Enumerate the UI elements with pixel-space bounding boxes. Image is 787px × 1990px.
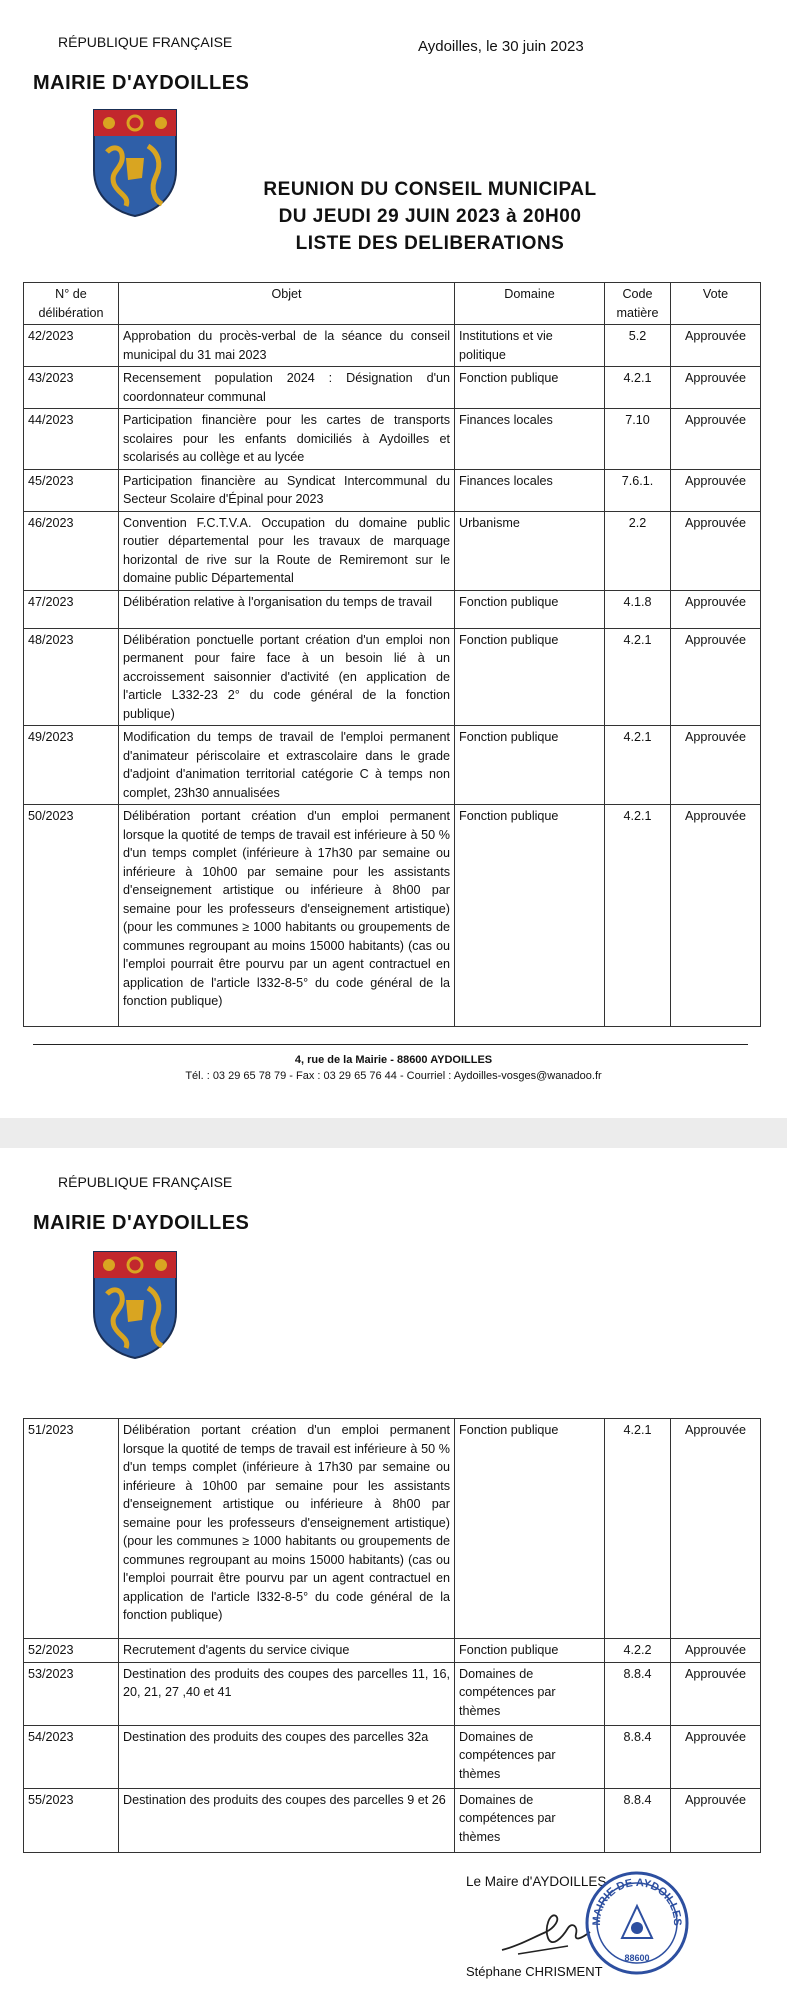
stamp-text-bottom: 88600	[624, 1953, 650, 1963]
cell-domaine: Domaines de compétences par thèmes	[455, 1662, 605, 1725]
cell-num: 47/2023	[24, 590, 119, 628]
cell-objet: Destination des produits des coupes des parcelles 32a	[119, 1725, 455, 1788]
mairie-stamp	[582, 1868, 692, 1978]
cell-vote: Approuvée	[671, 511, 761, 590]
cell-code: 4.1.8	[605, 590, 671, 628]
mairie-title: MAIRIE D'AYDOILLES	[33, 72, 250, 94]
header-code: Code matière	[605, 283, 671, 325]
cell-objet: Participation financière au Syndicat Intercommunal du Secteur Scolaire d'Épinal pour 2023	[119, 469, 455, 511]
cell-code: 4.2.1	[605, 805, 671, 1027]
cell-num: 49/2023	[24, 726, 119, 805]
cell-code: 4.2.1	[605, 367, 671, 409]
table-row	[24, 409, 761, 470]
cell-num: 42/2023	[24, 325, 119, 367]
table-row	[24, 511, 761, 590]
cell-num: 54/2023	[24, 1725, 119, 1788]
mairie-title: MAIRIE D'AYDOILLES	[33, 1212, 250, 1234]
table-row	[24, 1419, 761, 1639]
header-vote: Vote	[671, 283, 761, 325]
cell-num: 48/2023	[24, 628, 119, 726]
table-row	[24, 367, 761, 409]
cell-domaine: Fonction publique	[455, 1419, 605, 1639]
cell-vote: Approuvée	[671, 1788, 761, 1852]
cell-num: 53/2023	[24, 1662, 119, 1725]
cell-code: 8.8.4	[605, 1788, 671, 1852]
cell-objet: Recensement population 2024 : Désignation d'un coordonnateur communal	[119, 367, 455, 409]
table-row	[24, 325, 761, 367]
table-row	[24, 469, 761, 511]
cell-objet: Délibération portant création d'un emploi permanent lorsque la quotité de temps de travail est inférieure à 50 % d'un temps complet (inférieure à 17h30 par semaine ou inférieure à 10h00 par semaine pour les assistants d'enseignement artistique ou inférieure à 8h00 par semaine pour les professeurs d'enseignement artistique) (pour les communes ≥ 1000 habitants ou groupements de communes regroupant au moins 15000 habitants) (cas ou l'emploi pourrait être pourvu par un agent contractuel en application de l'article l332-8-5° du code général de la fonction publique)	[119, 1419, 455, 1639]
cell-domaine: Institutions et vie politique	[455, 325, 605, 367]
cell-num: 52/2023	[24, 1639, 119, 1663]
cell-domaine: Domaines de compétences par thèmes	[455, 1788, 605, 1852]
cell-domaine: Fonction publique	[455, 1639, 605, 1663]
republique-francaise-label: RÉPUBLIQUE FRANÇAISE	[58, 1174, 233, 1190]
cell-vote: Approuvée	[671, 469, 761, 511]
cell-domaine: Finances locales	[455, 469, 605, 511]
cell-objet: Délibération portant création d'un emploi permanent lorsque la quotité de temps de travail est inférieure à 50 % d'un temps complet (inférieure à 17h30 par semaine ou inférieure à 10h00 par semaine pour les assistants d'enseignement artistique ou inférieure à 8h00 par semaine pour les professeurs d'enseignement artistique) (pour les communes ≥ 1000 habitants ou groupements de communes regroupant au moins 15000 habitants) (cas ou l'emploi pourrait être pourvu par un agent contractuel en application de l'article l332-8-5° du code général de la fonction publique)	[119, 805, 455, 1027]
table-body	[24, 325, 761, 1027]
deliberations-table	[23, 282, 761, 1027]
table-row	[24, 805, 761, 1027]
cell-domaine: Finances locales	[455, 409, 605, 470]
cell-num: 43/2023	[24, 367, 119, 409]
cell-domaine: Fonction publique	[455, 628, 605, 726]
cell-vote: Approuvée	[671, 628, 761, 726]
cell-domaine: Fonction publique	[455, 367, 605, 409]
table-row	[24, 726, 761, 805]
footer-address: 4, rue de la Mairie - 88600 AYDOILLES	[294, 1054, 493, 1066]
cell-vote: Approuvée	[671, 1639, 761, 1663]
stamp-text-top: MAIRIE DE AYDOILLES	[590, 1876, 684, 1926]
header-domaine: Domaine	[455, 283, 605, 325]
cell-num: 50/2023	[24, 805, 119, 1027]
cell-code: 8.8.4	[605, 1725, 671, 1788]
cell-num: 46/2023	[24, 511, 119, 590]
table-body	[24, 1419, 761, 1853]
signature-title: Le Maire d'AYDOILLES	[466, 1874, 607, 1889]
cell-code: 4.2.1	[605, 628, 671, 726]
cell-code: 2.2	[605, 511, 671, 590]
cell-code: 7.10	[605, 409, 671, 470]
cell-objet: Délibération relative à l'organisation du temps de travail	[119, 590, 455, 628]
cell-vote: Approuvée	[671, 1419, 761, 1639]
table-row	[24, 1788, 761, 1852]
document-title	[230, 176, 630, 257]
title-line-2: DU JEUDI 29 JUIN 2023 à 20H00	[278, 206, 582, 227]
cell-objet: Délibération ponctuelle portant création d'un emploi non permanent pour faire face à un besoin lié à un accroissement saisonnier d'activité (en application de l'article L332-23 2° du code général de la fonction publique)	[119, 628, 455, 726]
header-objet: Objet	[119, 283, 455, 325]
document-date: Aydoilles, le 30 juin 2023	[418, 38, 584, 55]
cell-num: 55/2023	[24, 1788, 119, 1852]
cell-objet: Approbation du procès-verbal de la séance du conseil municipal du 31 mai 2023	[119, 325, 455, 367]
cell-objet: Modification du temps de travail de l'emploi permanent d'animateur périscolaire et extrascolaire dans le grade d'adjoint d'animation territorial catégorie C à temps non complet, 23h30 annualisées	[119, 726, 455, 805]
cell-code: 8.8.4	[605, 1662, 671, 1725]
table-row	[24, 1725, 761, 1788]
mayor-name: Stéphane CHRISMENT	[466, 1964, 603, 1979]
cell-objet: Destination des produits des coupes des parcelles 11, 16, 20, 21, 27 ,40 et 41	[119, 1662, 455, 1725]
title-line-1: REUNION DU CONSEIL MUNICIPAL	[263, 179, 597, 200]
cell-domaine: Fonction publique	[455, 805, 605, 1027]
cell-num: 51/2023	[24, 1419, 119, 1639]
handwritten-signature	[498, 1908, 593, 1958]
cell-vote: Approuvée	[671, 805, 761, 1027]
cell-code: 4.2.1	[605, 1419, 671, 1639]
table-row	[24, 1639, 761, 1663]
cell-domaine: Fonction publique	[455, 590, 605, 628]
cell-vote: Approuvée	[671, 590, 761, 628]
cell-vote: Approuvée	[671, 1662, 761, 1725]
coat-of-arms-icon	[92, 108, 178, 218]
cell-domaine: Domaines de compétences par thèmes	[455, 1725, 605, 1788]
title-line-3: LISTE DES DELIBERATIONS	[295, 233, 565, 254]
table-row	[24, 1662, 761, 1725]
cell-vote: Approuvée	[671, 409, 761, 470]
cell-domaine: Urbanisme	[455, 511, 605, 590]
table-row	[24, 590, 761, 628]
cell-num: 44/2023	[24, 409, 119, 470]
cell-vote: Approuvée	[671, 726, 761, 805]
republique-francaise-label: RÉPUBLIQUE FRANÇAISE	[58, 34, 233, 50]
cell-objet: Participation financière pour les cartes de transports scolaires pour les enfants domiciliés à Aydoilles et scolarisés au collège et au lycée	[119, 409, 455, 470]
header-num: N° de délibération	[24, 283, 119, 325]
cell-vote: Approuvée	[671, 367, 761, 409]
document-page-2	[0, 1148, 787, 1990]
footer-divider	[33, 1044, 748, 1045]
cell-objet: Destination des produits des coupes des parcelles 9 et 26	[119, 1788, 455, 1852]
cell-code: 5.2	[605, 325, 671, 367]
table-row	[24, 628, 761, 726]
cell-domaine: Fonction publique	[455, 726, 605, 805]
deliberations-table-continued	[23, 1418, 761, 1853]
cell-code: 4.2.2	[605, 1639, 671, 1663]
cell-vote: Approuvée	[671, 1725, 761, 1788]
table-header-row	[24, 283, 761, 325]
cell-num: 45/2023	[24, 469, 119, 511]
cell-vote: Approuvée	[671, 325, 761, 367]
footer-contact: Tél. : 03 29 65 78 79 - Fax : 03 29 65 76 44 - Courriel : Aydoilles-vosges@wanadoo.fr	[185, 1070, 602, 1082]
cell-objet: Recrutement d'agents du service civique	[119, 1639, 455, 1663]
coat-of-arms-icon	[92, 1250, 178, 1360]
cell-code: 7.6.1.	[605, 469, 671, 511]
cell-objet: Convention F.C.T.V.A. Occupation du domaine public routier départemental pour les travaux de marquage horizontal de rive sur la Route de Remiremont sur le domaine public Départemental	[119, 511, 455, 590]
cell-code: 4.2.1	[605, 726, 671, 805]
